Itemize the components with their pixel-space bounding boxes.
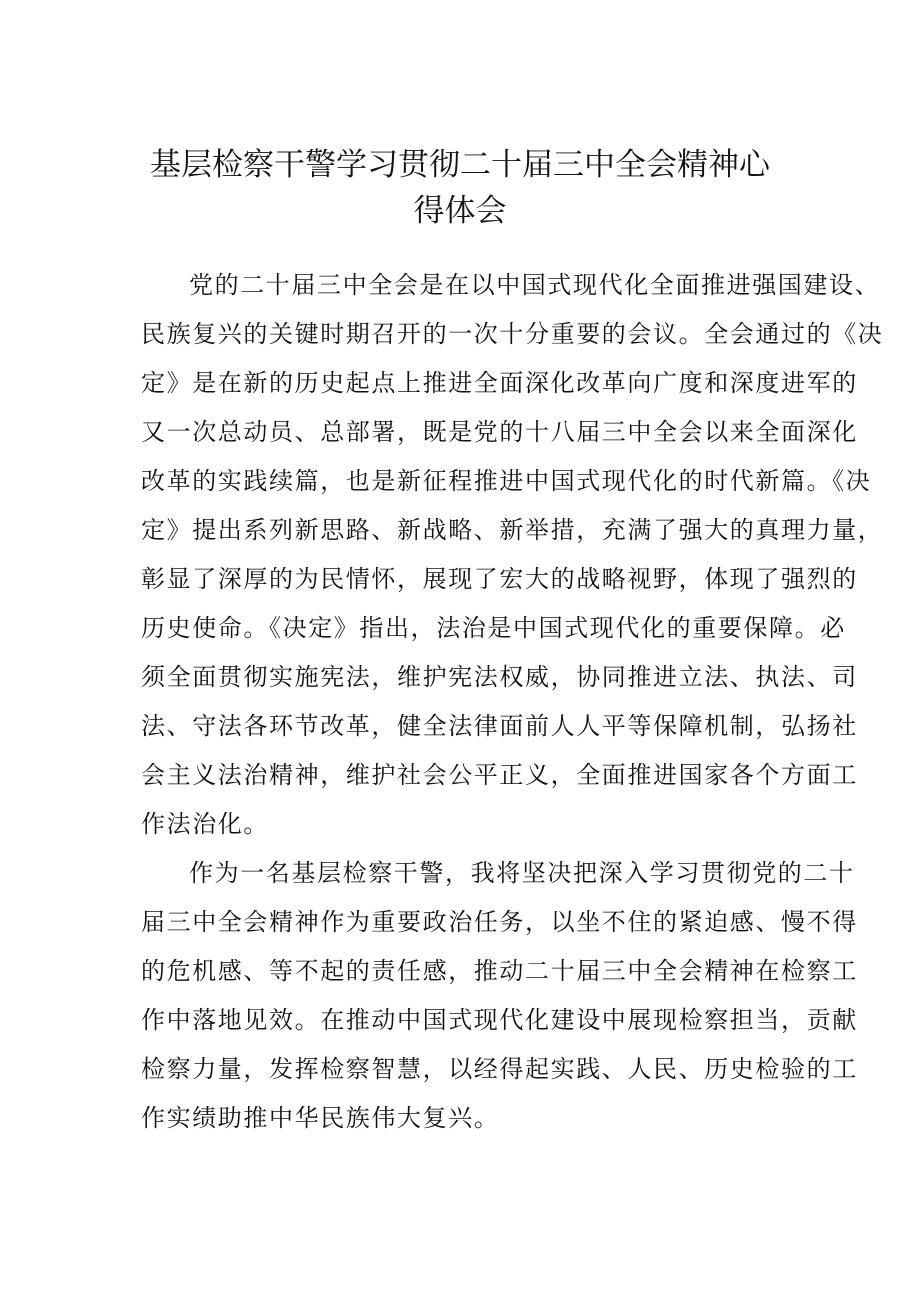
text-line: 法、守法各环节改革，健全法律面前人人平等保障机制，弘扬社	[141, 712, 858, 740]
text-line: 检察力量，发挥检察智慧，以经得起实践、人民、历史检验的工	[141, 1055, 858, 1083]
text-line: 改革的实践续篇，也是新征程推进中国式现代化的时代新篇。《决	[141, 467, 872, 495]
text-line: 党的二十届三中全会是在以中国式现代化全面推进强国建设、	[189, 271, 881, 299]
title-line: 得体会	[413, 193, 507, 229]
text-line: 届三中全会精神作为重要政治任务，以坐不住的紧迫感、慢不得	[141, 908, 858, 936]
text-line: 的危机感、等不起的责任感，推动二十届三中全会精神在检察工	[141, 957, 858, 985]
text-line: 定》提出系列新思路、新战略、新举措，充满了强大的真理力量，	[141, 516, 884, 544]
text-line: 作中落地见效。在推动中国式现代化建设中展现检察担当，贡献	[141, 1006, 858, 1034]
text-line: 会主义法治精神，维护社会公平正义，全面推进国家各个方面工	[141, 761, 858, 789]
text-line: 定》是在新的历史起点上推进全面深化改革向广度和深度进军的	[141, 369, 858, 397]
text-line: 民族复兴的关键时期召开的一次十分重要的会议。全会通过的《决	[141, 320, 884, 348]
text-line: 又一次总动员、总部署，既是党的十八届三中全会以来全面深化	[141, 418, 858, 446]
text-line: 作法治化。	[141, 810, 269, 838]
text-line: 彰显了深厚的为民情怀，展现了宏大的战略视野，体现了强烈的	[141, 565, 858, 593]
document-title	[100, 142, 820, 234]
text-line: 作实绩助推中华民族伟大复兴。	[141, 1104, 500, 1132]
text-line: 作为一名基层检察干警，我将坚决把深入学习贯彻党的二十	[189, 859, 855, 887]
title-line: 基层检察干警学习贯彻二十届三中全会精神心	[150, 147, 770, 183]
text-line: 历史使命。《决定》指出，法治是中国式现代化的重要保障。必	[141, 614, 846, 642]
text-line: 须全面贯彻实施宪法，维护宪法权威，协同推进立法、执法、司	[141, 663, 858, 691]
